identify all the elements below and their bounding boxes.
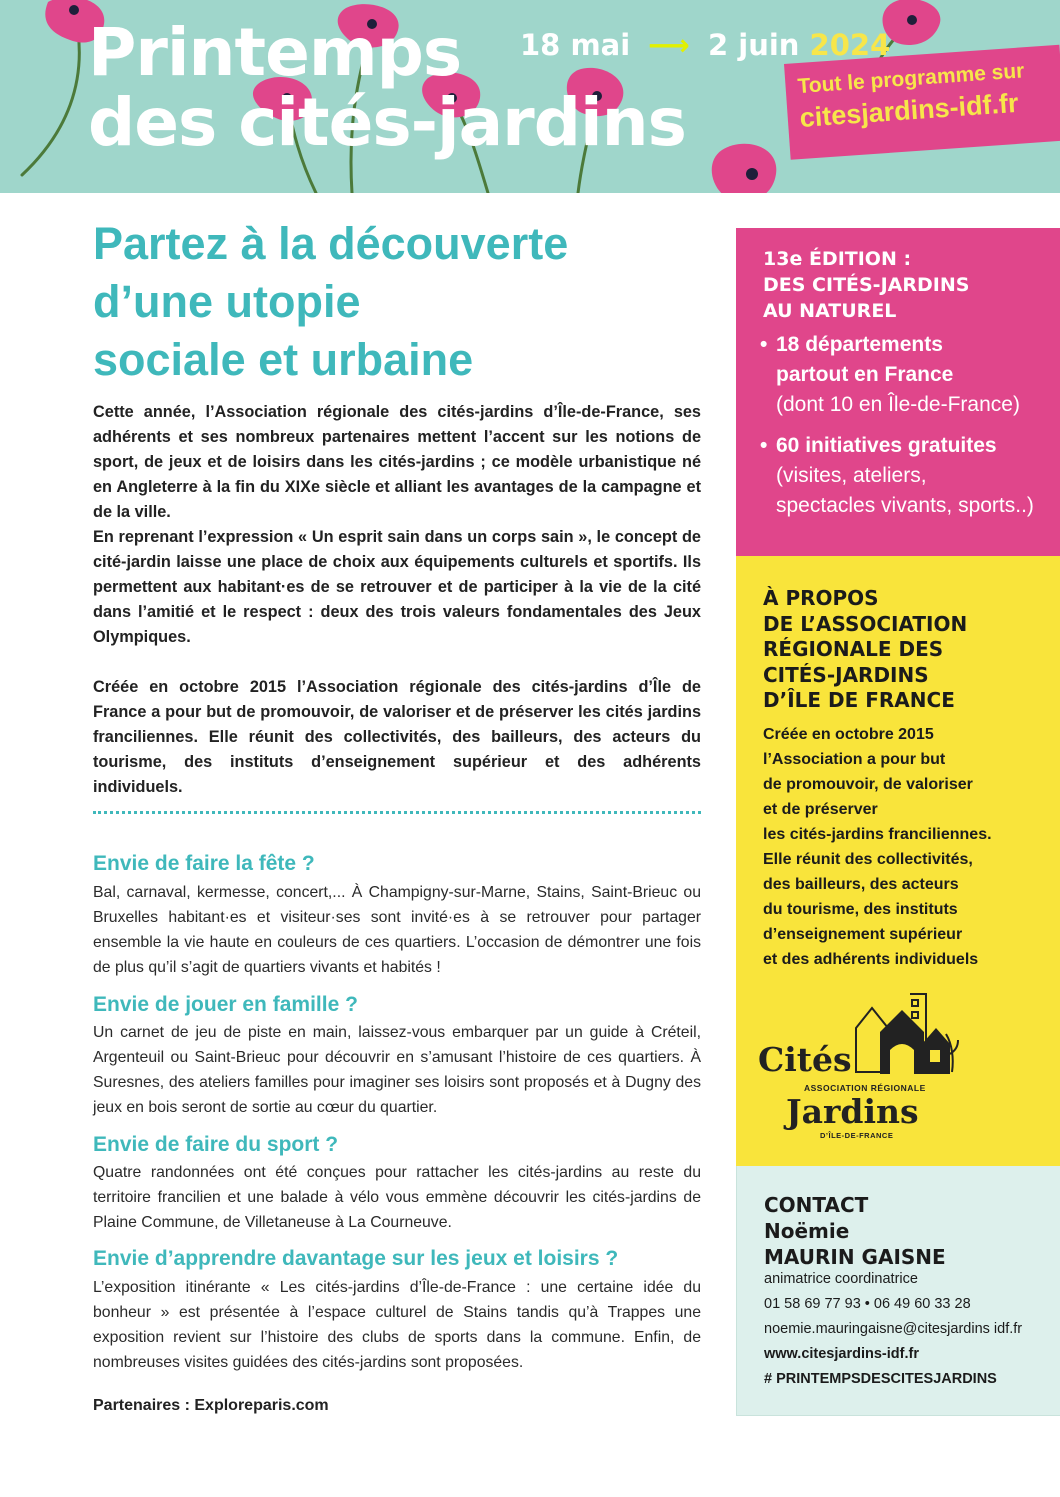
contact-box	[736, 1166, 1060, 1416]
contact-phones: 01 58 69 77 93 • 06 49 60 33 28	[764, 1296, 971, 1312]
promo-url-link[interactable]: citesjardins-idf.fr	[798, 87, 1020, 133]
dotted-divider	[93, 811, 701, 814]
intro-paragraph-1	[93, 400, 701, 525]
section-title-fete: Envie de faire la fête ?	[93, 852, 315, 875]
about-title-line: CITÉS-JARDINS	[763, 662, 929, 687]
item-strong: partout en France	[776, 363, 954, 386]
association-logo	[754, 988, 1054, 1148]
section-body-famille: Un carnet de jeu de piste en main, laissez-vous embarquer par un guide à Créteil, Argenteuil ou Saint-Brieuc pour découvrir en s’amusant l’histoire de ces quartiers. À Suresnes, des ateliers familles pour imaginer ses loisirs sont proposés et à Dugny des jeux en bois seront de sortie au cœur du quartier.	[93, 1024, 701, 1116]
date-start: 18 mai	[520, 28, 631, 62]
about-body-line: et des adhérents individuels	[763, 951, 979, 968]
section-body-sport: Quatre randonnées ont été conçues pour rattacher les cités-jardins au reste du territoire francilien et une balade à vélo vous emmène découvrir les cités-jardins de Plaine Commune, de Villetaneuse à La Courneuve.	[93, 1164, 701, 1231]
edition-title	[763, 246, 969, 324]
contact-heading	[764, 1192, 946, 1270]
contact-last-name: MAURIN GAISNE	[764, 1245, 946, 1269]
promo-text: Tout le programme sur	[796, 59, 1026, 99]
logo-idf-text: D’ÎLE-DE-FRANCE	[820, 1131, 894, 1140]
section-title-loisirs: Envie d’apprendre davantage sur les jeux et loisirs ?	[93, 1247, 619, 1270]
section-title-sport: Envie de faire du sport ?	[93, 1133, 339, 1156]
header-banner	[0, 0, 1060, 193]
page-headline	[93, 215, 713, 389]
section-title-famille: Envie de jouer en famille ?	[93, 993, 358, 1016]
list-item	[760, 330, 1060, 420]
intro-paragraph-3: Créée en octobre 2015 l’Association régionale des cités-jardins d’Île de France a pour but de promouvoir, de valoriser et de préserver les cités jardins franciliennes. Elle réunit des collectivités, des bailleurs, des acteurs du tourisme, des instituts d’enseignement supérieur et des adhérents individuels.	[93, 678, 701, 796]
bullet-icon: •	[760, 333, 768, 356]
item-detail: spectacles vivants, sports..)	[776, 494, 1034, 517]
edition-list	[760, 330, 1060, 532]
about-body-line: du tourisme, des instituts	[763, 901, 958, 918]
about-title-line: DE L’ASSOCIATION	[763, 611, 968, 636]
about-title-line: À PROPOS	[763, 586, 879, 610]
about-body-line: Créée en octobre 2015	[763, 726, 934, 743]
item-strong: 60 initiatives gratuites	[776, 434, 997, 457]
program-promo-badge[interactable]	[784, 45, 1060, 160]
about-body-line: Elle réunit des collectivités,	[763, 851, 973, 868]
edition-title-line1: 13e ÉDITION :	[763, 248, 912, 270]
date-year: 2024	[809, 28, 891, 62]
item-detail: (visites, ateliers,	[776, 464, 927, 487]
logo-assoc-text: ASSOCIATION RÉGIONALE	[804, 1083, 926, 1093]
about-body	[763, 722, 1053, 972]
logo-word-jardins: Jardins	[786, 1092, 919, 1131]
bullet-icon: •	[760, 434, 768, 457]
section-body-fete: Bal, carnaval, kermesse, concert,... À Champigny-sur-Marne, Stains, Saint-Brieuc ou Bruxelles habitant·es et visiteur·ses sont invité·es à se retrouver pour partager ensemble la vie haute en couleurs de ces quartiers. L’occasion de démontrer une fois de plus qu’il s’agit de quartiers vivants et habités !	[93, 884, 701, 976]
contact-first-name: Noëmie	[764, 1219, 850, 1243]
edition-title-line3: AU NATUREL	[763, 300, 897, 322]
about-title-line: D’ÎLE DE FRANCE	[763, 688, 955, 712]
contact-label: CONTACT	[764, 1193, 869, 1217]
edition-title-line2: DES CITÉS-JARDINS	[763, 274, 970, 296]
about-body-line: de promouvoir, de valoriser	[763, 776, 973, 793]
contact-details	[764, 1267, 1022, 1392]
about-body-line: et de préserver	[763, 801, 878, 818]
list-item	[760, 431, 1060, 521]
contact-hashtag: # PRINTEMPSDESCITESJARDINS	[764, 1371, 997, 1387]
intro-p1-text: Cette année, l’Association régionale des cités-jardins d’Île-de-France, ses adhérents et ses nombreux partenaires mettent l’accent sur les notions de sport, de jeux et de loisirs dans les cités-jardins ; ce modèle urbanistique né en Angleterre à la fin du XIXe siècle et alliant les avantages de la campagne et de la ville.	[93, 403, 701, 521]
item-strong: 18 départements	[776, 333, 943, 356]
about-body-line: des bailleurs, des acteurs	[763, 876, 959, 893]
item-detail: (dont 10 en Île-de-France)	[776, 393, 1020, 416]
intro-paragraph-2: En reprenant l’expression « Un esprit sain dans un corps sain », le concept de cité-jardin laisse une place de choix aux équipements culturels et sportifs. Ils permettent aux habitant·es de se retrouver et de participer à la vie de la cité dans l’amitié et le respect : deux des trois valeurs fondamentales des Jeux Olympiques.	[93, 528, 701, 646]
about-title	[763, 586, 967, 714]
houses-logo-icon	[850, 988, 960, 1074]
about-body-line: d’enseignement supérieur	[763, 926, 963, 943]
headline-line3: sociale et urbaine	[93, 334, 474, 385]
partners-line: Partenaires : Exploreparis.com	[93, 1397, 329, 1414]
about-title-line: RÉGIONALE DES	[763, 637, 944, 661]
about-body-line: les cités-jardins franciliennes.	[763, 826, 992, 843]
contact-email-link[interactable]: noemie.mauringaisne@citesjardins idf.fr	[764, 1321, 1023, 1337]
date-end: 2 juin	[707, 28, 800, 62]
headline-line2: d’une utopie	[93, 276, 361, 327]
event-dates	[520, 28, 890, 62]
arrow-right-icon: ⟶	[648, 28, 690, 62]
edition-box	[736, 228, 1060, 556]
headline-line1: Partez à la découverte	[93, 218, 569, 269]
event-title-line1: Printemps	[88, 14, 462, 91]
about-body-line: l’Association a pour but	[763, 751, 946, 768]
event-title-line2: des cités-jardins	[88, 84, 686, 161]
contact-website-link[interactable]: www.citesjardins-idf.fr	[764, 1346, 919, 1362]
section-body-loisirs: L’exposition itinérante « Les cités-jardins d’Île-de-France : une certaine idée du bonheur » est présentée à l’espace culturel de Stains tandis qu’à Trappes une exposition revient sur l’histoire des clubs de sports dans la commune. Enfin, de nombreuses visites guidées des cités-jardins sont proposées.	[93, 1279, 701, 1371]
contact-role: animatrice coordinatrice	[764, 1271, 918, 1287]
about-box	[736, 556, 1060, 1166]
logo-word-cites: Cités	[758, 1040, 852, 1079]
